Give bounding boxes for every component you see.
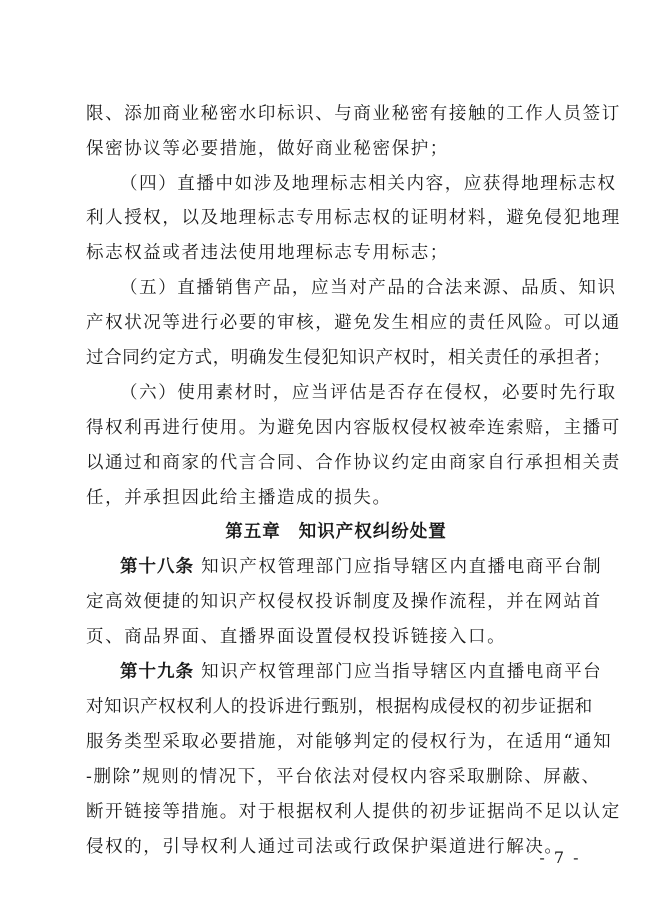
body-text-line: 标志权益或者违法使用地理标志专用标志； xyxy=(86,243,449,263)
chapter-heading xyxy=(86,520,586,544)
body-text-line: 对知识产权权利人的投诉进行甄别，根据构成侵权的初步证据和 xyxy=(86,697,593,717)
article-18-label: 第十八条 xyxy=(120,557,194,577)
article-18-first-line xyxy=(120,555,603,579)
page-number: - 7 - xyxy=(539,848,581,867)
chapter-number: 第五章 xyxy=(225,522,281,542)
body-text-line: 限、添加商业秘密水印标识、与商业秘密有接触的工作人员签订 xyxy=(86,104,621,124)
body-text-line: 页、商品界面、直播界面设置侵权投诉链接入口。 xyxy=(86,627,507,647)
article-19-label: 第十九条 xyxy=(120,662,194,682)
body-text-line: 侵权的，引导权利人通过司法或行政保护渠道进行解决。 xyxy=(86,837,564,857)
article-19-first-line xyxy=(120,660,603,684)
body-text-line: （六）使用素材时，应当评估是否存在侵权，必要时先行取 xyxy=(120,383,617,403)
body-text-line: （四）直播中如涉及地理标志相关内容，应获得地理标志权 xyxy=(120,174,617,194)
body-text-line: 产权状况等进行必要的审核，避免发生相应的责任风险。可以通 xyxy=(86,313,621,333)
body-text-line: 过合同约定方式，明确发生侵犯知识产权时，相关责任的承担者； xyxy=(86,348,611,368)
body-text-line: -删除”规则的情况下，平台依法对侵权内容采取删除、屏蔽、 xyxy=(86,767,601,787)
body-text-line: 以通过和商家的代言合同、合作协议约定由商家自行承担相关责 xyxy=(86,453,621,473)
article-18-text: 知识产权管理部门应指导辖区内直播电商平台制 xyxy=(201,557,603,577)
chapter-title: 知识产权纠纷处置 xyxy=(298,522,447,542)
article-19-text: 知识产权管理部门应当指导辖区内直播电商平台 xyxy=(201,662,603,682)
body-text-line: 断开链接等措施。对于根据权利人提供的初步证据尚不足以认定 xyxy=(86,802,621,822)
body-text-line: 服务类型采取必要措施，对能够判定的侵权行为，在适用“通知 xyxy=(86,732,613,752)
body-text-line: 定高效便捷的知识产权侵权投诉制度及操作流程，并在网站首 xyxy=(86,592,602,612)
body-text-line: 任，并承担因此给主播造成的损失。 xyxy=(86,488,392,508)
body-text-line: 保密协议等必要措施，做好商业秘密保护； xyxy=(86,139,449,159)
body-text-line: 得权利再进行使用。为避免因内容版权侵权被牵连索赔，主播可 xyxy=(86,418,621,438)
body-text-line: （五）直播销售产品，应当对产品的合法来源、品质、知识 xyxy=(120,278,617,298)
body-text-line: 利人授权，以及地理标志专用标志权的证明材料，避免侵犯地理 xyxy=(86,208,621,228)
